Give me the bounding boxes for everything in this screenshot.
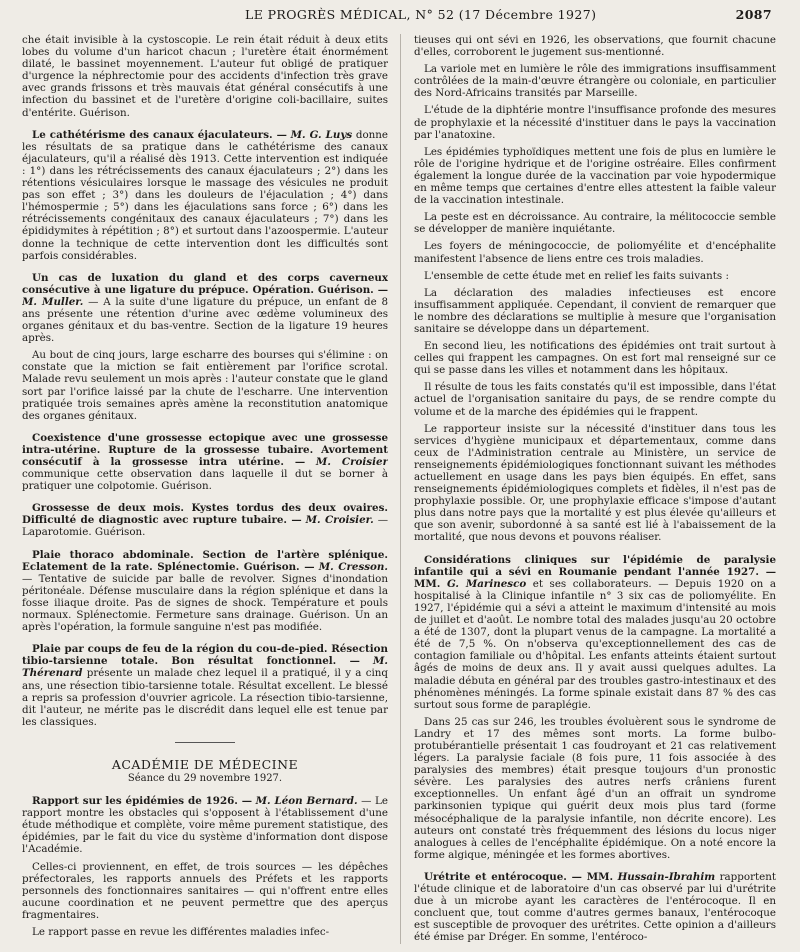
article-paragraph: En second lieu, les notifications des épidémies ont trait surtout à celles qui frappent les campagnes. On est fort mal renseigné sur ce qui se passe dans les villes et notamment dans les hôpitaux. xyxy=(414,340,776,377)
right-column xyxy=(414,34,776,946)
article-author: Hussain-Ibrahim xyxy=(617,870,716,883)
article-title: Coexistence d'une grossesse ectopique avec une grossesse intra-utérine. Rupture de la grossesse tubaire. Avortement consécutif à la grossesse intra utérine. — xyxy=(22,431,388,468)
article-entry xyxy=(22,502,388,538)
section-heading xyxy=(22,742,388,785)
section-rule xyxy=(175,742,235,743)
article-title: Un cas de luxation du gland et des corps caverneux consécutive à une ligature du prépuce. Opération. Guérison. — xyxy=(22,271,388,296)
article-author: M. Croisier xyxy=(315,456,388,468)
article-body: — Tentative de suicide par balle de revolver. Signes d'inondation péritonéale. Défense musculaire dans la région splénique et dans la fosse iliaque droite. Pas de signes de shock. Température et pouls normaux. Splénectomie. Fermeture sans drainage. Guérison. Un an après l'opération, la formule sanguine n'est pas modifiée. xyxy=(22,572,388,634)
article-entry xyxy=(22,549,388,634)
article-author: M. G. Luys xyxy=(290,128,353,141)
article-author: M. Léon Bernard. xyxy=(255,795,358,808)
article-title: Rapport sur les épidémies de 1926. — xyxy=(32,795,253,808)
section-date: Séance du 29 novembre 1927. xyxy=(127,772,283,784)
article-paragraph: tieuses qui ont sévi en 1926, les observations, que fournit chacune d'elles, corroborent le jugement sus-mentionné. xyxy=(414,34,776,59)
article-entry xyxy=(414,554,776,711)
article-paragraph: Les épidémies typhoïdiques mettent une fois de plus en lumière le rôle de l'origine hydrique et de l'origine ostréaire. Elles confirment également la longue durée de la vaccination par voie hypodermique en même temps que certaines d'entre elles attestent la faible valeur de la vaccination intestinale. xyxy=(414,145,776,207)
article-paragraph: Au bout de cinq jours, large escharre des bourses qui s'élimine : on constate que la miction se fait entièrement par l'orifice scrotal. Malade revu seulement un mois après : l'auteur constate que le gland sort par l'orifice laissé par la chute de l'escharre. Une intervention pratiquée trois semaines après amène la reconstitution anatomique des organes génitaux. xyxy=(22,349,388,422)
article-entry xyxy=(22,432,388,492)
article-body: et ses collaborateurs. — Depuis 1920 on a hospitalisé à la Clinique infantile n° 3 six cas de poliomyélite. En 1927, l'épidémie qui a sévi a atteint le maximum d'intensité au mois de juillet et d'août. Le nombre total des malades jusqu'au 20 octobre a été de 1307, dont la plupart venus de la campagne. La mortalité a été de 7,5 %. On n'observa qu'exceptionnellement des cas de contagion familiale ou d'hôpital. Les enfants atteints étaient surtout âgés de moins de deux ans. Il y avait aussi quelques adultes. La maladie débuta en général par des troubles gastro-intestinaux et des phénomènes méningés. La forme spinale existait dans 87 % des cas surtout sous forme de paraplégie. xyxy=(414,577,776,711)
left-column xyxy=(22,34,388,946)
article-body: communique cette observation dans laquelle il dut se borner à pratiquer une colpotomie. Guérison. xyxy=(22,468,388,493)
article-paragraph: che était invisible à la cystoscopie. Le rein était réduit à deux etits lobes du volume d'un haricot chacun ; l'uretère était énormément dilaté, le bassinet moyennement. L'auteur fut obligé de pratiquer d'urgence la néphrectomie pour des accidents d'infection très grave avec grands frissons et très mauvais état général consécutifs à une infection du bassinet et de l'uretère d'origine coli-bacillaire, suites d'entérite. Guérison. xyxy=(22,34,388,119)
article-paragraph: L'étude de la diphtérie montre l'insuffisance profonde des mesures de prophylaxie et la nécessité d'instituer dans le pays la vaccination par l'anatoxine. xyxy=(414,104,776,141)
article-paragraph: La déclaration des maladies infectieuses est encore insuffisamment appliquée. Cependant, il convient de remarquer que le nombre des déclarations se multiplie à mesure que l'organisation sanitaire se développe dans un département. xyxy=(414,286,776,335)
page-number: 2087 xyxy=(735,7,772,22)
article-body: rapportent l'étude clinique et de laboratoire d'un cas observé par lui d'urétrite due à un microbe ayant les caractères de l'entérocoque. Il en concluent que, tout comme d'autres germes banaux, l'entérocoque est susceptible de provoquer des urétrites. Cette opinion a d'ailleurs été émise par Dréger. En somme, l'entéroco- xyxy=(414,870,776,944)
article-author: M. Muller. xyxy=(22,295,84,308)
article-paragraph: Les foyers de méningococcie, de poliomyélite et d'encéphalite manifestent l'absence de liens entre ces trois maladies. xyxy=(414,240,776,265)
page-header xyxy=(20,4,780,26)
article-paragraph: L'ensemble de cette étude met en relief les faits suivants : xyxy=(424,269,729,282)
article-paragraph: Dans 25 cas sur 246, les troubles évoluèrent sous le syndrome de Landry et 17 des mêmes sont morts. La forme bulbo-protubérantielle présentait 1 cas foudroyant et 21 cas relativement légers. La paralysie faciale (8 fois pure, 11 fois associée à des paralysies des membres) était presque toujours d'un pronostic sévère. Les paralysies des autres nerfs crâniens furent exceptionnelles. Un enfant âgé d'un an offrait un syndrome parkinsonien typique qui guérit deux mois plus tard (forme mésocéphalique de la paralysie infantile, non décrite encore). Les auteurs ont constaté très fréquemment des lésions du locus niger analogues à celles de l'encéphalite épidémique. On a noté encore la forme algique, méningée et les formes abortives. xyxy=(414,715,776,861)
journal-running-title: LE PROGRÈS MÉDICAL, N° 52 (17 Décembre 1927) xyxy=(245,7,597,22)
article-body: — Le rapport montre les obstacles qui s'opposent à l'établissement d'une étude méthodique et complète, voire même purement statistique, des épidémies, par le fait du vice du système d'information dont dispose l'Académie. xyxy=(22,795,388,856)
section-title: ACADÉMIE DE MÉDECINE xyxy=(111,756,299,772)
article-entry xyxy=(22,795,388,855)
article-paragraph: Il résulte de tous les faits constatés qu'il est impossible, dans l'état actuel de l'organisation sanitaire du pays, de se rendre compte du volume et de la marche des épidémies qui le frappent. xyxy=(414,381,776,418)
article-paragraph: La peste est en décroissance. Au contraire, la mélitococcie semble se développer de manière inquiétante. xyxy=(414,211,776,236)
article-author: G. Marinesco xyxy=(446,577,527,590)
article-body: — A la suite d'une ligature du prépuce, un enfant de 8 ans présente une rétention d'urine avec œdème volumineux des organes génitaux et du bas-ventre. Section de la ligature 19 heures après. xyxy=(22,295,388,345)
column-divider xyxy=(400,34,401,944)
article-entry xyxy=(22,272,388,345)
article-title: Plaie thoraco abdominale. Section de l'artère splénique. Eclatement de la rate. Splénectomie. Guérison. — xyxy=(22,548,388,573)
article-author: M. Croisier. xyxy=(305,514,374,527)
article-author: M. Thérenard xyxy=(22,655,388,680)
article-entry xyxy=(414,871,776,944)
article-author: M. Cresson. xyxy=(318,560,388,573)
article-body: donne les résultats de sa pratique dans le cathétérisme des canaux éjaculateurs, qu'il a réalisé dès 1913. Cette intervention est indiquée : 1°) dans les rétrécissements des canaux éjaculateurs ; 2°) dans les rétentions vésiculaires lorsque le massage des vésicules ne produit pas son effet ; 3°) dans les douleurs de l'éjaculation ; 4°) dans l'hémospermie ; 5°) dans les éjaculations sans force ; 6°) dans les rétrécissements congénitaux des canaux éjaculateurs ; 7°) dans les épididymites à répétition ; 8°) et surtout dans l'azoospermie. L'auteur donne la technique de cette intervention dont les difficultés sont parfois considérables. xyxy=(22,128,388,262)
article-title: Plaie par coups de feu de la région du cou-de-pied. Résection tibio-tarsienne totale. Bon résultat fonctionnel. — xyxy=(22,643,388,668)
article-paragraph: Le rapport passe en revue les différentes maladies infec- xyxy=(32,926,330,938)
article-body: présente un malade chez lequel il a pratiqué, il y a cinq ans, une résection tibio-tarsienne totale. Résultat excellent. Le blessé a repris sa profession d'ouvrier agricole. La résection tibio-tarsienne, dit l'auteur, ne mérite pas le discrédit dans lequel elle est tenue par les classiques. xyxy=(22,667,388,728)
article-body: — Laparotomie. Guérison. xyxy=(22,514,388,539)
article-entry xyxy=(22,129,388,262)
article-title: Urétrite et entérocoque. — MM. xyxy=(424,870,614,883)
article-paragraph: Le rapporteur insiste sur la nécessité d'instituer dans tous les services d'hygiène municipaux et départementaux, comme dans ceux de l'Administration centrale au Ministère, un service de renseignements épidémiologiques fonctionnant suivant les méthodes actuellement en usage dans les pays bien équipés. En effet, sans renseignements épidémiologiques complets et fidèles, il n'est pas de prophylaxie possible. Or, une prophylaxie efficace s'impose d'autant plus dans notre pays que la mortalité y est plus élevée qu'ailleurs et que son avenir, subordonné à sa santé est lié à l'abaissement de la mortalité, que nous devons et pouvons réaliser. xyxy=(414,422,776,544)
article-paragraph: Celles-ci proviennent, en effet, de trois sources — les dépêches préfectorales, les rapports annuels des Préfets et les rapports personnels des fonctionnaires sanitaires — qui n'offrent entre elles aucune coordination et ne peuvent permettre que des aperçus fragmentaires. xyxy=(22,860,388,921)
article-paragraph: La variole met en lumière le rôle des immigrations insuffisamment contrôlées de la main-d'œuvre étrangère ou coloniale, en particulier des Nord-Africains transités par Marseille. xyxy=(414,63,776,100)
article-title: Considérations cliniques sur l'épidémie de paralysie infantile qui a sévi en Roumanie pendant l'année 1927. — MM. xyxy=(414,553,776,590)
article-entry xyxy=(22,643,388,728)
article-title: Le cathétérisme des canaux éjaculateurs. — xyxy=(32,128,287,141)
article-title: Grossesse de deux mois. Kystes tordus des deux ovaires. Difficulté de diagnostic avec rupture tubaire. — xyxy=(22,502,388,527)
